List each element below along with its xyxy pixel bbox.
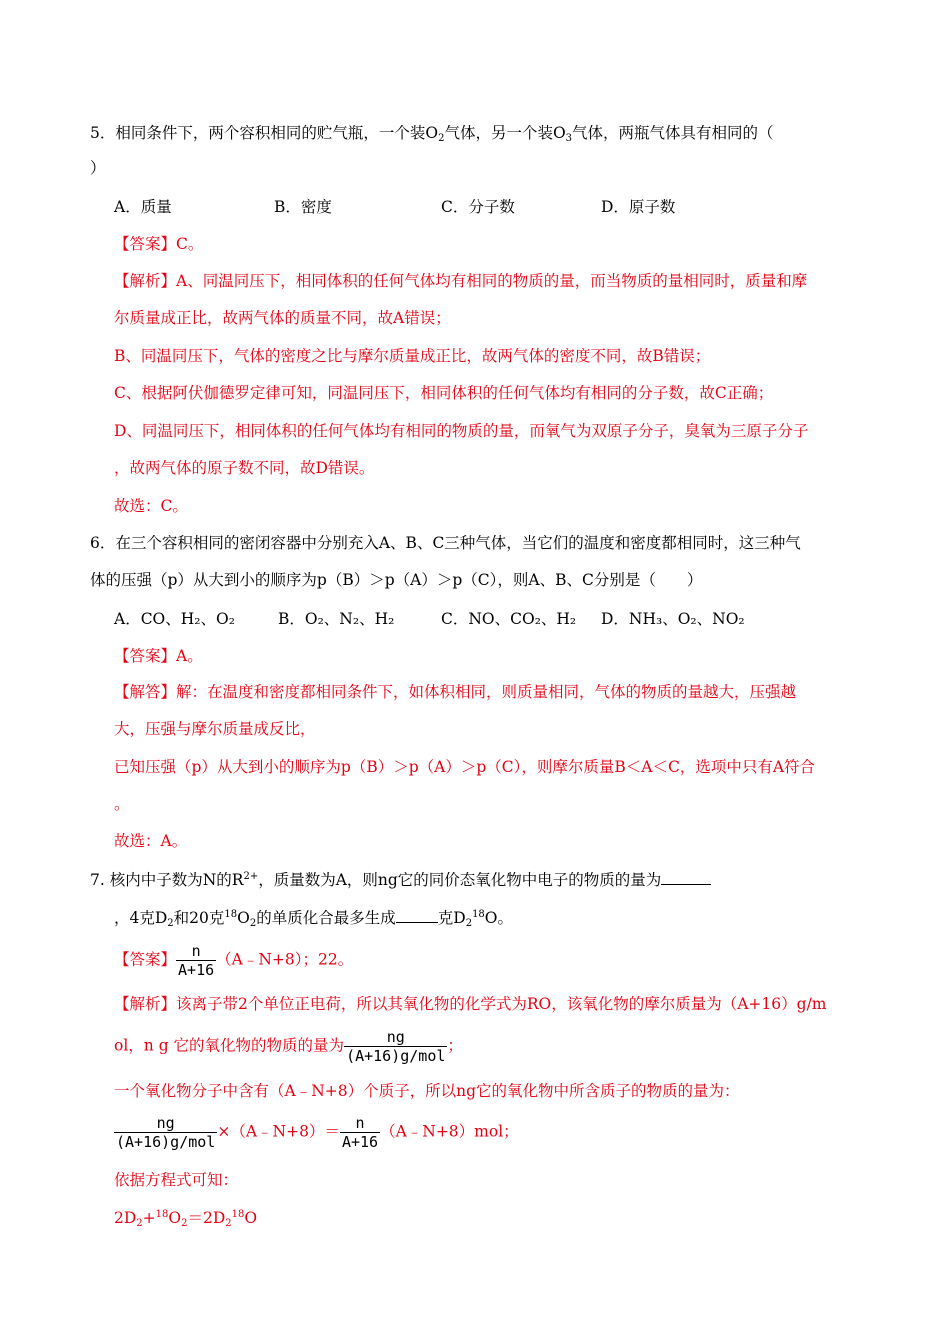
answer-blank-1 — [661, 868, 711, 885]
answer-blank-2 — [396, 906, 438, 923]
q6-analysis-4: 。 — [114, 795, 130, 813]
q5-analysis-6: ，故两气体的原子数不同，故D错误。 — [114, 459, 375, 477]
q7-analysis-3: 一个氧化物分子中含有（A﹣N+8）个质子，所以ng它的氧化物中所含质子的物质的量为： — [114, 1082, 740, 1100]
moles-fraction-2: $\frac{ng}{\text{(A+16)g/mol}}$ — [116, 1114, 216, 1151]
answer-fraction: $\frac{n}{A+16}$ — [178, 942, 215, 979]
q5-analysis-2: 尔质量成正比，故两气体的质量不同，故A错误； — [114, 309, 451, 327]
q5-analysis-5: D、同温同压下，相同体积的任何气体均有相同的物质的量，而氧气为双原子分子，臭氧为三原子分子 — [114, 422, 809, 440]
q6-analysis-3: 已知压强（p）从大到小的顺序为p（B）＞p（A）＞p（C），则摩尔质量B＜A＜C，选项中只有A符合 — [114, 758, 816, 776]
q6-option-c: C．NO、CO₂、H₂ — [441, 610, 577, 628]
q7-analysis-2: ol，n g 它的氧化物的物质的量为 $\frac{ng}{\text{(A+16)g/mol}}$ ； — [114, 1028, 463, 1065]
q7-analysis-4: $\frac{ng}{\text{(A+16)g/mol}}$ ×（A﹣N+8）＝ $\frac{n}{A+16}$ （A﹣N+8）mol； — [116, 1114, 519, 1151]
q6-analysis-2: 大，压强与摩尔质量成反比， — [114, 720, 316, 738]
q5-conclusion: 故选：C。 — [114, 497, 188, 515]
q7-stem-2: ，4克$D_2$和20克$^{18}O_2$的单质化合最多生成 克$D_2^{18}O$。 — [114, 906, 513, 929]
q6-stem-1: 6．在三个容积相同的密闭容器中分别充入A、B、C三种气体，当它们的温度和密度都相同时，这三种气 — [90, 534, 801, 552]
q7-answer: 【答案】 $\frac{n}{A+16}$ （A﹣N+8）；22。 — [114, 942, 354, 979]
q5-stem: 5．相同条件下，两个容积相同的贮气瓶，一个装$O_2$气体，另一个装$O_3$气体，两瓶气体具有相同的（ — [90, 124, 774, 144]
q5-answer: 【答案】C。 — [114, 235, 204, 253]
q7-analysis-5: 依据方程式可知： — [114, 1171, 239, 1189]
q6-conclusion: 故选：A。 — [114, 832, 188, 850]
q5-stem-close: ） — [90, 159, 106, 177]
q6-analysis-1: 【解答】解：在温度和密度都相同条件下，如体积相同，则质量相同，气体的物质的量越大，压强越 — [114, 683, 797, 701]
q6-option-a: A．CO、H₂、O₂ — [114, 610, 235, 628]
q5-option-a: A．质量 — [114, 198, 172, 216]
q7-stem-1: 7. 核内中子数为N的$R^{2+}$，质量数为A，则ng它的同价态氧化物中电子的物质的量为 — [90, 868, 711, 891]
q5-analysis-4: C、根据阿伏伽德罗定律可知，同温同压下，相同体积的任何气体均有相同的分子数，故C正确； — [114, 384, 774, 402]
q6-option-d: D．NH₃、O₂、NO₂ — [601, 610, 745, 628]
moles-fraction: $\frac{ng}{\text{(A+16)g/mol}}$ — [346, 1028, 446, 1065]
q5-option-d: D．原子数 — [601, 198, 676, 216]
q6-answer: 【答案】A。 — [114, 647, 203, 665]
q5-option-c: C．分子数 — [441, 198, 515, 216]
q5-option-b: B．密度 — [274, 198, 332, 216]
q7-equation: $2D_2+^{18}O_2=2D_2^{18}O$ — [114, 1209, 258, 1229]
q5-analysis-1: 【解析】A、同温同压下，相同体积的任何气体均有相同的物质的量，而当物质的量相同时，质量和摩 — [114, 272, 808, 290]
q7-analysis-1: 【解析】该离子带2个单位正电荷，所以其氧化物的化学式为RO，该氧化物的摩尔质量为（A+16）g/m — [114, 995, 827, 1013]
q6-option-b: B．O₂、N₂、H₂ — [278, 610, 395, 628]
q6-stem-2: 体的压强（p）从大到小的顺序为p（B）＞p（A）＞p（C），则A、B、C分别是（ ） — [90, 571, 703, 589]
q5-analysis-3: B、同温同压下，气体的密度之比与摩尔质量成正比，故两气体的密度不同，故B错误； — [114, 347, 711, 365]
n-over-a16-fraction: $\frac{n}{A+16}$ — [341, 1114, 379, 1151]
